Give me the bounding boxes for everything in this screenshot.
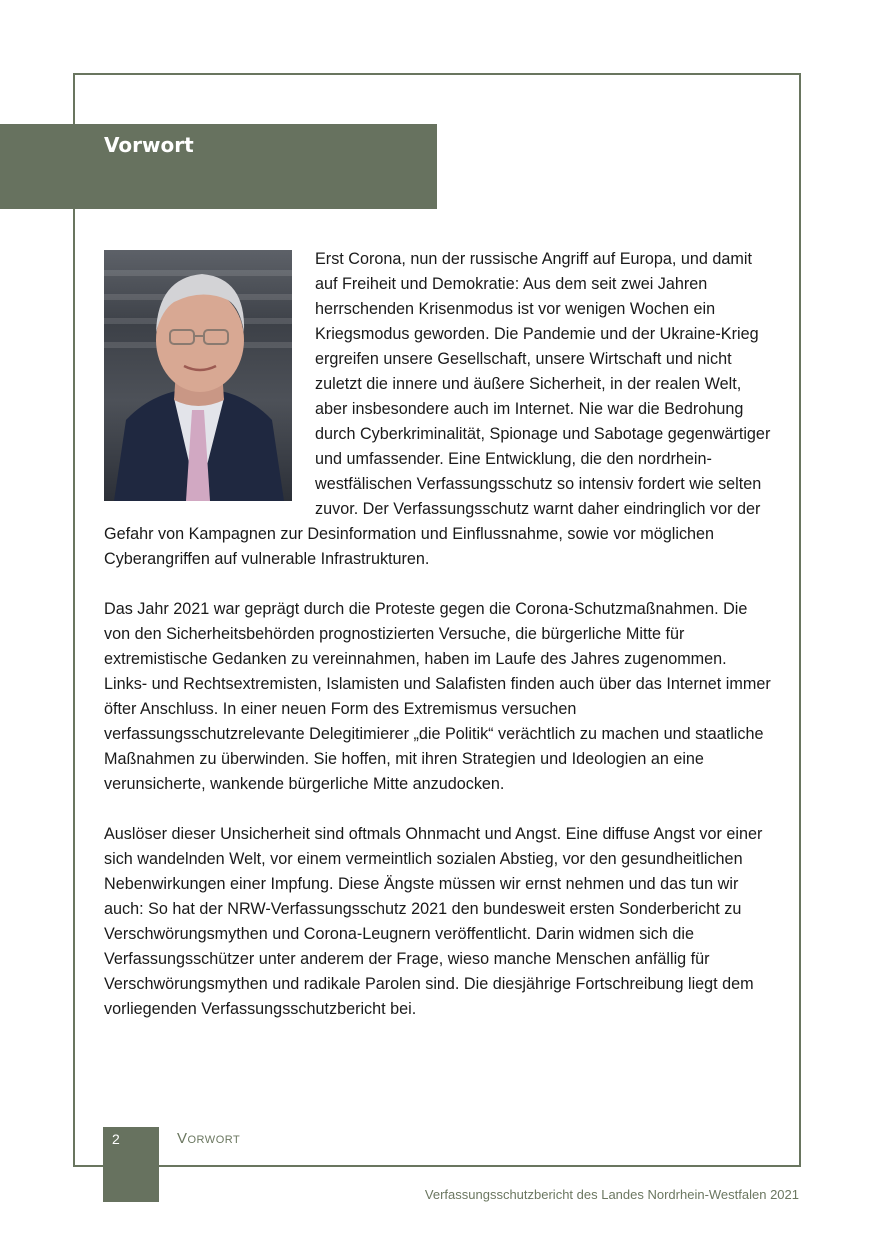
page-number: 2 xyxy=(112,1131,120,1147)
portrait-photo xyxy=(104,250,292,501)
paragraph-2: Das Jahr 2021 war geprägt durch die Proteste gegen die Corona-Schutzmaßnahmen. Die von den Sicherheitsbehörden prognostizierten Versuche, die bürgerliche Mitte für extremistische Gedanken zu vereinnahmen, haben im Laufe des Jahres zugenommen. Links- und Rechtsextremisten, Islamisten und Salafisten finden auch über das Internet immer öfter Anschluss. In einer neuen Form des Extremismus versuchen verfassungsschutzrelevante Delegitimierer „die Politik“ verächtlich zu machen und staatliche Maßnahmen zu überwinden. Sie hoffen, mit ihren Strategien und Ideologien an eine verunsicherte, wankende bürgerliche Mitte anzudocken. xyxy=(104,600,771,793)
publication-footer: Verfassungsschutzbericht des Landes Nordrhein-Westfalen 2021 xyxy=(424,1187,799,1202)
paragraph-1: Erst Corona, nun der russische Angriff auf Europa, und damit auf Freiheit und Demokratie: Aus dem seit zwei Jahren herrschenden Krisenmodus ist vor wenigen Wochen ein Kriegsmodus geworden. Die Pandemie und der Ukraine-Krieg ergreifen unsere Gesellschaft, unsere Wirtschaft und nicht zuletzt die innere und äußere Sicherheit, in der realen Welt, aber insbesondere auch im Internet. Nie war die Bedrohung durch Cyberkriminalität, Spionage und Sabotage gegenwärtiger und umfassender. Eine Entwicklung, die den nordrhein-westfälischen Verfassungsschutz so intensiv fordert wie selten zuvor. Der Verfassungsschutz warnt daher eindringlich vor der Gefahr von Kampagnen zur Desinformation und Einflussnahme, sowie vor möglichen Cyberangriffen auf vulnerable Infrastrukturen. xyxy=(104,250,771,568)
paragraph-3: Auslöser dieser Unsicherheit sind oftmals Ohnmacht und Angst. Eine diffuse Angst vor einer sich wandelnden Welt, vor einem vermeintlich sozialen Abstieg, vor den gesundheitlichen Nebenwirkungen einer Impfung. Diese Ängste müssen wir ernst nehmen und das tun wir auch: So hat der NRW-Verfassungsschutz 2021 den bundesweit ersten Sonderbericht zu Verschwörungsmythen und Corona-Leugnern veröffentlicht. Darin widmen sich die Verfassungsschützer unter anderem der Frage, wieso manche Menschen anfällig für Verschwörungsmythen und radikale Parolen sind. Die diesjährige Fortschreibung liegt dem vorliegenden Verfassungsschutzbericht bei. xyxy=(104,825,763,1018)
page-title: Vorwort xyxy=(104,133,194,157)
running-head: Vorwort xyxy=(177,1130,241,1147)
title-band xyxy=(0,124,437,209)
article-body xyxy=(104,247,772,1047)
